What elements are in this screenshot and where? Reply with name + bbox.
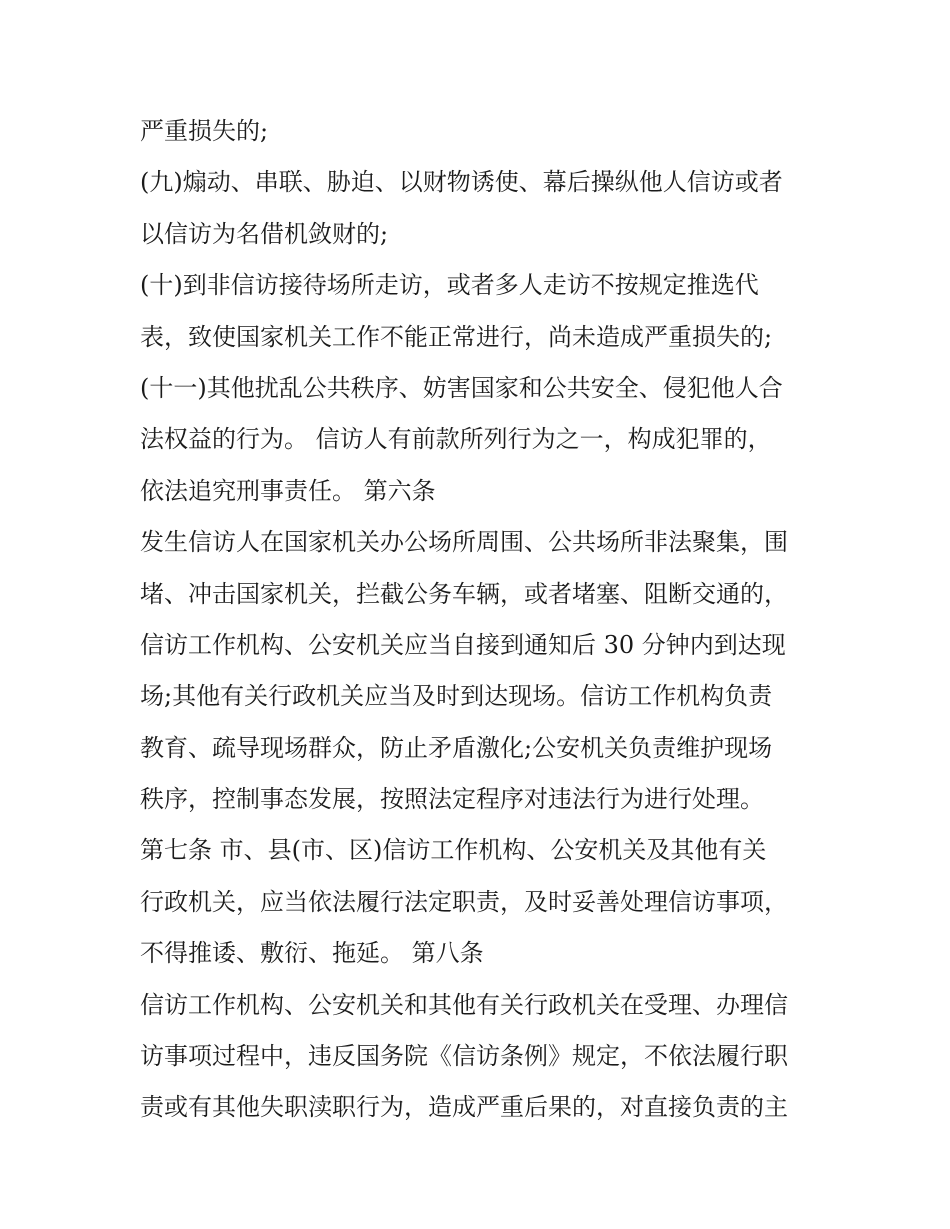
text-line: 发生信访人在国家机关办公场所周围、公共场所非法聚集，围	[140, 528, 788, 557]
text-line: 表，致使国家机关工作不能正常进行，尚未造成严重损失的;	[140, 322, 773, 351]
text-line: 第七条 市、县(市、区)信访工作机构、公安机关及其他有关	[140, 836, 767, 865]
text-line: 信访工作机构、公安机关应当自接到通知后 30 分钟内到达现	[140, 630, 786, 659]
text-line: 不得推诿、敷衍、拖延。 第八条	[140, 939, 484, 968]
text-line: (十一)其他扰乱公共秩序、妨害国家和公共安全、侵犯他人合	[140, 373, 783, 402]
text-line: 严重损失的;	[140, 117, 269, 145]
document-body	[140, 106, 830, 1134]
text-line: (九)煽动、串联、胁迫、以财物诱使、幕后操纵他人信访或者	[140, 168, 783, 197]
text-line: 法权益的行为。 信访人有前款所列行为之一，构成犯罪的，	[140, 425, 772, 454]
text-line: 场;其他有关行政机关应当及时到达现场。信访工作机构负责	[140, 682, 773, 711]
text-line: 行政机关，应当依法履行法定职责，及时妥善处理信访事项，	[140, 887, 788, 916]
text-line: 以信访为名借机敛财的;	[140, 219, 389, 248]
text-line: 秩序，控制事态发展，按照法定程序对违法行为进行处理。	[140, 785, 764, 814]
text-line: 信访工作机构、公安机关和其他有关行政机关在受理、办理信	[140, 990, 788, 1019]
text-line: (十)到非信访接待场所走访，或者多人走访不按规定推选代	[140, 271, 759, 300]
text-line: 访事项过程中，违反国务院《信访条例》规定，不依法履行职	[140, 1042, 788, 1071]
text-line: 堵、冲击国家机关，拦截公务车辆，或者堵塞、阻断交通的，	[140, 579, 788, 608]
text-line: 责或有其他失职渎职行为，造成严重后果的，对直接负责的主	[140, 1093, 788, 1122]
text-line: 依法追究刑事责任。 第六条	[140, 476, 436, 505]
text-line: 教育、疏导现场群众，防止矛盾激化;公安机关负责维护现场	[140, 733, 773, 762]
